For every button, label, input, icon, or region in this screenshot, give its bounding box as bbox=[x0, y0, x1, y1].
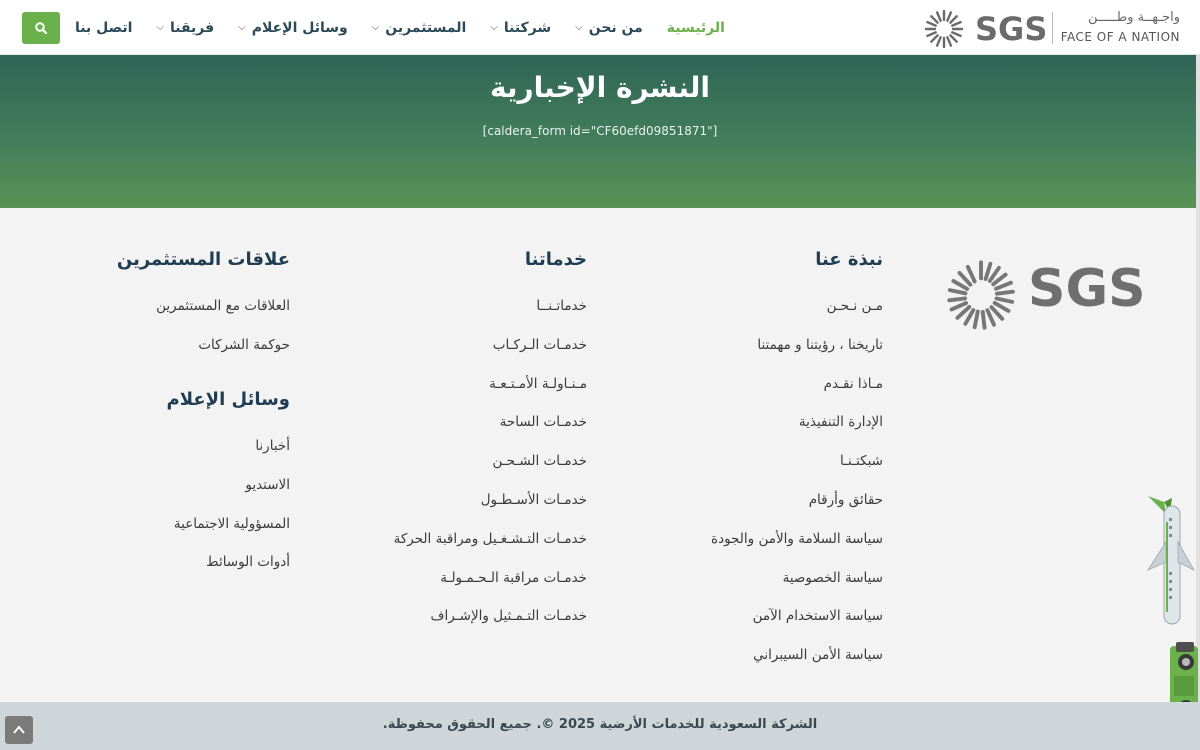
site-logo[interactable] bbox=[922, 6, 1180, 50]
footer-link[interactable]: حقائق وأرقام bbox=[808, 491, 883, 508]
chevron-up-icon bbox=[13, 725, 25, 735]
nav-item-home[interactable] bbox=[667, 20, 725, 36]
footer-link[interactable]: شبكتـنـا bbox=[839, 453, 883, 470]
chevron-down-icon: ⌵ bbox=[575, 22, 583, 33]
chevron-down-icon: ⌵ bbox=[490, 22, 498, 33]
footer-link[interactable]: خدماتـنــا bbox=[536, 298, 587, 314]
copyright-bar bbox=[0, 702, 1200, 750]
footer-link[interactable]: مـاذا نقـدم bbox=[823, 375, 883, 392]
chevron-down-icon: ⌵ bbox=[371, 22, 380, 33]
nav-item-label: الرئيسية bbox=[666, 19, 725, 36]
footer-link[interactable]: سياسة السلامة والأمن والجودة bbox=[711, 530, 883, 547]
footer-link[interactable]: خدمـات الشـحـن bbox=[492, 453, 587, 470]
page-hero-banner bbox=[0, 55, 1200, 208]
scrollbar[interactable] bbox=[1196, 55, 1200, 702]
nav-item-media[interactable] bbox=[238, 20, 348, 36]
search-button[interactable] bbox=[22, 12, 60, 44]
footer-link[interactable]: العلاقات مع المستثمرين bbox=[156, 298, 290, 314]
chevron-down-icon: ⌵ bbox=[156, 22, 164, 33]
top-navigation-bar bbox=[0, 0, 1200, 55]
page-title: النشرة الإخبارية bbox=[490, 71, 710, 104]
copyright-text: الشركة السعودية للخدمات الأرضية 2025 ©. جميع الحقوق محفوظة. bbox=[382, 717, 818, 732]
nav-item-about[interactable] bbox=[575, 20, 643, 36]
nav-item-team[interactable] bbox=[156, 20, 214, 36]
column-heading: خدماتنا bbox=[524, 249, 587, 270]
footer-link[interactable]: سياسة الاستخدام الآمن bbox=[752, 608, 883, 625]
footer-link[interactable]: تاريخنا ، رؤيتنا و مهمتنا bbox=[757, 336, 883, 353]
nav-item-label: من نحن bbox=[588, 19, 643, 36]
footer-link[interactable]: خدمـات مراقبة الـحـمـولـة bbox=[440, 569, 587, 586]
nav-item-contact[interactable] bbox=[75, 20, 132, 36]
footer-link[interactable]: مـن نـحـن bbox=[826, 298, 883, 314]
footer-link[interactable]: حوكمة الشركات bbox=[198, 336, 290, 353]
scroll-to-top-button[interactable] bbox=[5, 716, 33, 744]
footer-link[interactable]: خدمـات التـشـغـيل ومراقبة الحركة bbox=[393, 530, 587, 547]
search-icon bbox=[34, 21, 48, 35]
nav-item-label: اتصل بنا bbox=[75, 19, 133, 36]
nav-item-label: شركتنا bbox=[503, 19, 552, 36]
main-nav bbox=[75, 0, 725, 55]
nav-item-company[interactable] bbox=[490, 20, 551, 36]
footer-link[interactable]: الإدارة التنفيذية bbox=[798, 414, 883, 431]
footer-column-about bbox=[623, 248, 883, 684]
footer-column-services bbox=[307, 248, 587, 645]
footer-link[interactable]: خدمـات الأسـطـول bbox=[480, 491, 587, 508]
logo-divider bbox=[1052, 12, 1053, 44]
column-heading: نبذة عنا bbox=[815, 249, 883, 270]
footer-logo-brand-text: SGS bbox=[1028, 259, 1146, 319]
footer-link[interactable]: الاستديو bbox=[245, 476, 290, 493]
footer-link[interactable]: خدمـات التـمـثيل والإشـراف bbox=[430, 608, 587, 625]
nav-item-label: فريقنا bbox=[169, 19, 215, 36]
footer-link[interactable]: المسؤولية الاجتماعية bbox=[173, 515, 290, 532]
logo-brand-text: SGS bbox=[975, 10, 1048, 48]
footer-link[interactable]: أخبارنا bbox=[255, 438, 290, 454]
footer-link[interactable]: سياسة الأمن السيبراني bbox=[753, 647, 883, 664]
nav-item-investors[interactable] bbox=[372, 20, 467, 36]
logo-tagline-ar: واجـهــة وطـــــن bbox=[1087, 10, 1180, 25]
footer-link[interactable]: خدمـات الساحة bbox=[499, 414, 587, 431]
footer-link[interactable]: أدوات الوسائط bbox=[206, 554, 290, 571]
footer-link[interactable]: مـنـاولـة الأمـتـعـة bbox=[489, 375, 587, 392]
footer-column-investors bbox=[30, 248, 290, 374]
form-shortcode-text: [caldera_form id="CF60efd09851871"] bbox=[482, 124, 718, 138]
column-heading: وسائل الإعلام bbox=[166, 389, 290, 410]
nav-item-label: المستثمرين bbox=[385, 19, 467, 36]
sgs-sunburst-icon bbox=[942, 257, 1020, 335]
airplane-icon bbox=[1144, 492, 1196, 632]
footer-link[interactable]: خدمـات الـركـاب bbox=[492, 336, 587, 353]
nav-item-label: وسائل الإعلام bbox=[251, 19, 348, 36]
logo-tagline-en: FACE OF A NATION bbox=[1060, 30, 1180, 44]
chevron-down-icon: ⌵ bbox=[238, 22, 246, 33]
footer-logo[interactable] bbox=[942, 257, 1147, 335]
footer-link[interactable]: سياسة الخصوصية bbox=[782, 569, 883, 586]
footer-column-media bbox=[30, 388, 290, 591]
column-heading: علاقات المستثمرين bbox=[116, 249, 290, 270]
sgs-sunburst-icon bbox=[922, 7, 966, 51]
